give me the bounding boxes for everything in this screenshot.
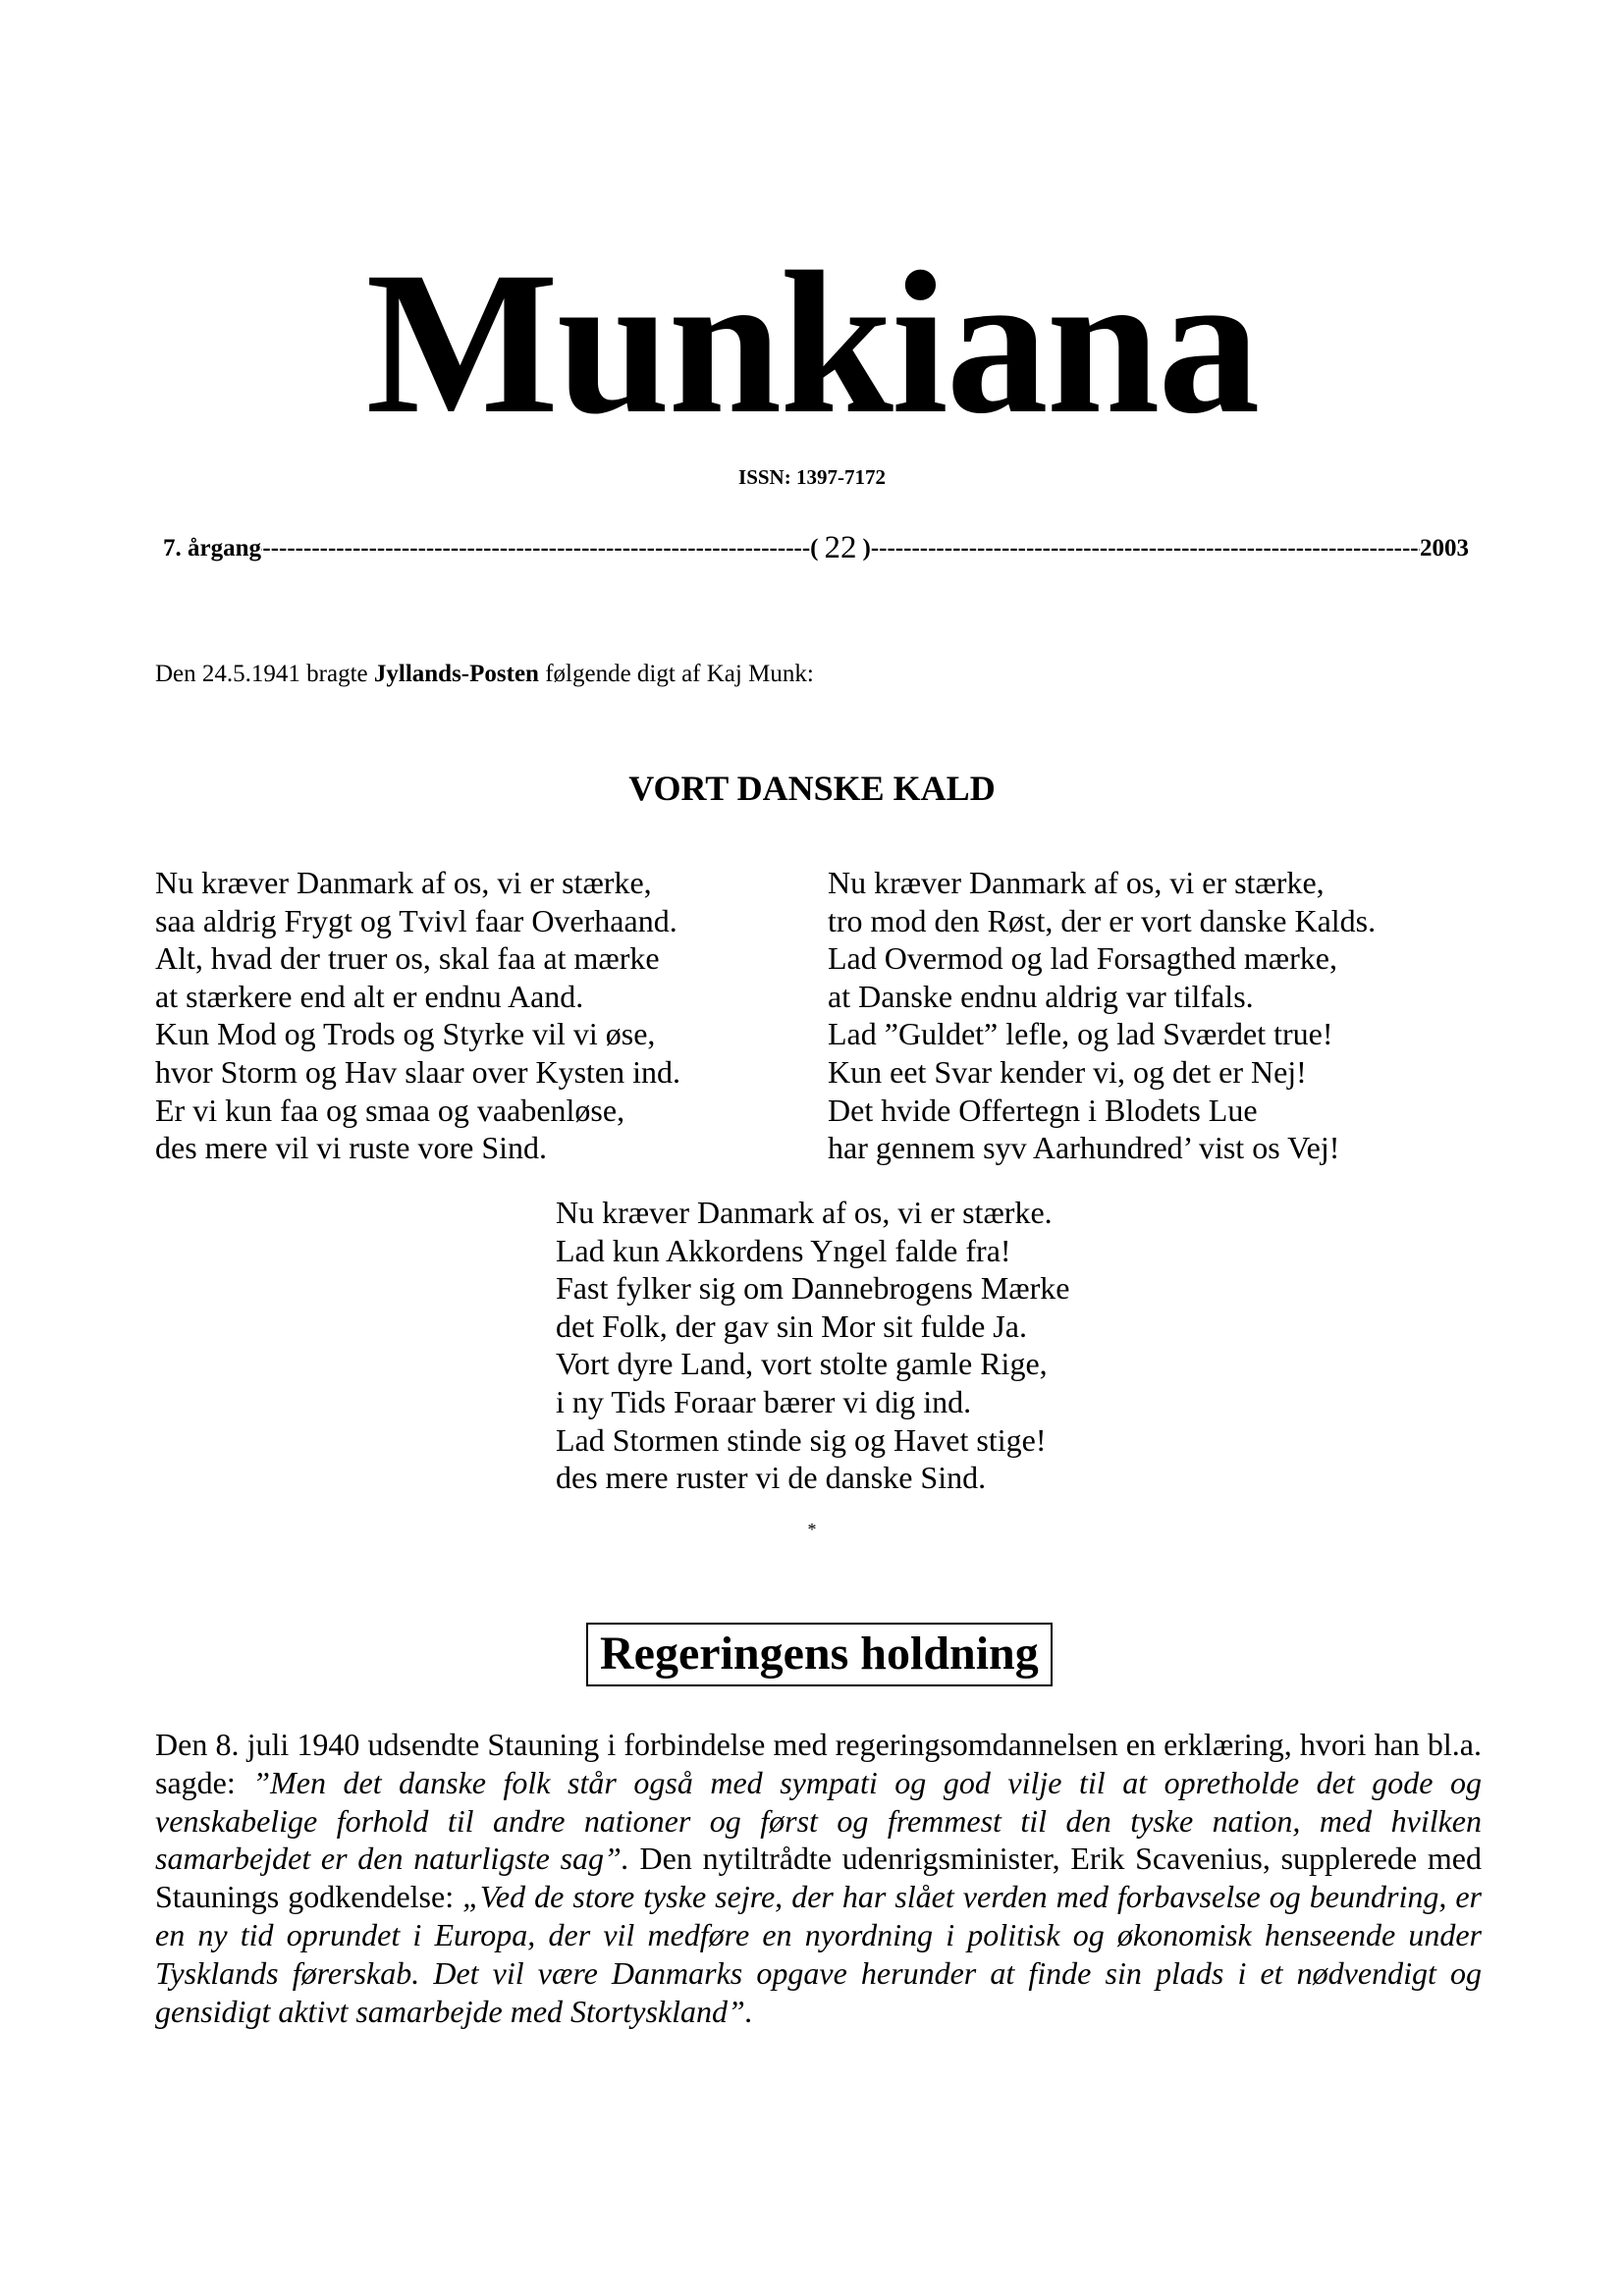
- stauning-quote: ”Men det danske folk står også med sympati og god vilje til at opretholde det gode og venskabelige forhold til andre nationer og først og fremmest til den tyske nation, med hvilken samarbejdet er den naturligste sag”.: [155, 1764, 1483, 1877]
- verse-line: Nu kræver Danmark af os, vi er stærke.: [556, 1195, 1053, 1230]
- verse-line: saa aldrig Frygt og Tvivl faar Overhaand.: [155, 902, 677, 938]
- verse-line: Vort dyre Land, vort stolte gamle Rige,: [556, 1346, 1048, 1382]
- year-label: 2003: [1420, 534, 1469, 561]
- verse-line: det Folk, der gav sin Mor sit fulde Ja.: [556, 1308, 1027, 1344]
- issue-number: 22: [824, 530, 857, 565]
- verse-line: Det hvide Offertegn i Blodets Lue: [828, 1092, 1258, 1128]
- dash-rule-left: [261, 535, 810, 562]
- section-separator: *: [807, 1520, 817, 1539]
- article-paragraph: [155, 1726, 1482, 2030]
- issue-paren-close: ): [862, 534, 871, 561]
- verse-line: Lad kun Akkordens Yngel falde fra!: [556, 1232, 1011, 1268]
- verse-line: Alt, hvad der truer os, skal faa at mærke: [155, 940, 660, 977]
- verse-line: des mere ruster vi de danske Sind.: [556, 1460, 987, 1496]
- verse-line: Nu kræver Danmark af os, vi er stærke,: [155, 865, 652, 900]
- verse-line: hvor Storm og Hav slaar over Kysten ind.: [155, 1053, 681, 1090]
- verse-line: tro mod den Røst, der er vort danske Kalds.: [828, 902, 1377, 938]
- verse-line: har gennem syv Aarhundred’ vist os Vej!: [828, 1130, 1340, 1166]
- verse-line: at stærkere end alt er endnu Aand.: [155, 978, 584, 1014]
- poem-stanza-3: [556, 1194, 1069, 1497]
- paragraph-text: Den 8. juli 1940 udsendte Stauning i forbindelse med regeringsomdannelsen en erklæring, hvori han bl.a. sagde:: [155, 1727, 1482, 1800]
- verse-line: Fast fylker sig om Dannebrogens Mærke: [556, 1270, 1070, 1307]
- issue-paren-open: (: [810, 534, 819, 561]
- verse-line: des mere vil vi ruste vore Sind.: [155, 1130, 548, 1166]
- scavenius-quote: „Ved de store tyske sejre, der har slået verden med forbavselse og beundring, er en ny tid oprundet i Europa, der vil medføre en nyordning i politisk og økonomisk henseende under Tysklands førerskab. Det vil være Danmarks opgave herunder at finde sin plads i et nødvendigt og gensidigt aktivt samarbejde med Stortyskland”.: [155, 1879, 1483, 2029]
- issue-line: [163, 530, 1469, 566]
- poem-stanza-2: [828, 864, 1376, 1167]
- paragraph-text: Den nytiltrådte udenrigsminister, Erik Scavenius, supplerede med Staunings godkendelse:: [155, 1841, 1483, 1915]
- intro-text-after: følgende digt af Kaj Munk:: [538, 661, 814, 687]
- volume-label: 7. årgang: [163, 534, 261, 561]
- dash-rule-right: [871, 535, 1420, 562]
- verse-line: Lad Stormen stinde sig og Havet stige!: [556, 1421, 1047, 1458]
- verse-line: Kun eet Svar kender vi, og det er Nej!: [828, 1053, 1307, 1090]
- verse-line: Er vi kun faa og smaa og vaabenløse,: [155, 1092, 625, 1128]
- verse-line: Lad Overmod og lad Forsagthed mærke,: [828, 940, 1337, 977]
- verse-line: Lad ”Guldet” lefle, og lad Sværdet true!: [828, 1016, 1333, 1052]
- poem-stanza-1: [155, 864, 680, 1167]
- newspaper-name: Jyllands-Posten: [373, 661, 539, 687]
- verse-line: i ny Tids Foraar bærer vi dig ind.: [556, 1383, 972, 1419]
- verse-line: Nu kræver Danmark af os, vi er stærke,: [828, 865, 1325, 900]
- poem-title: VORT DANSKE KALD: [628, 769, 996, 808]
- masthead-title: Munkiana: [365, 230, 1259, 455]
- issn-number: ISSN: 1397-7172: [738, 465, 886, 489]
- verse-line: Kun Mod og Trods og Styrke vil vi øse,: [155, 1016, 656, 1052]
- section-heading: Regeringens holdning: [586, 1623, 1053, 1686]
- intro-line: [155, 661, 814, 688]
- intro-text-before: Den 24.5.1941 bragte: [155, 661, 374, 687]
- verse-line: at Danske endnu aldrig var tilfals.: [828, 978, 1254, 1014]
